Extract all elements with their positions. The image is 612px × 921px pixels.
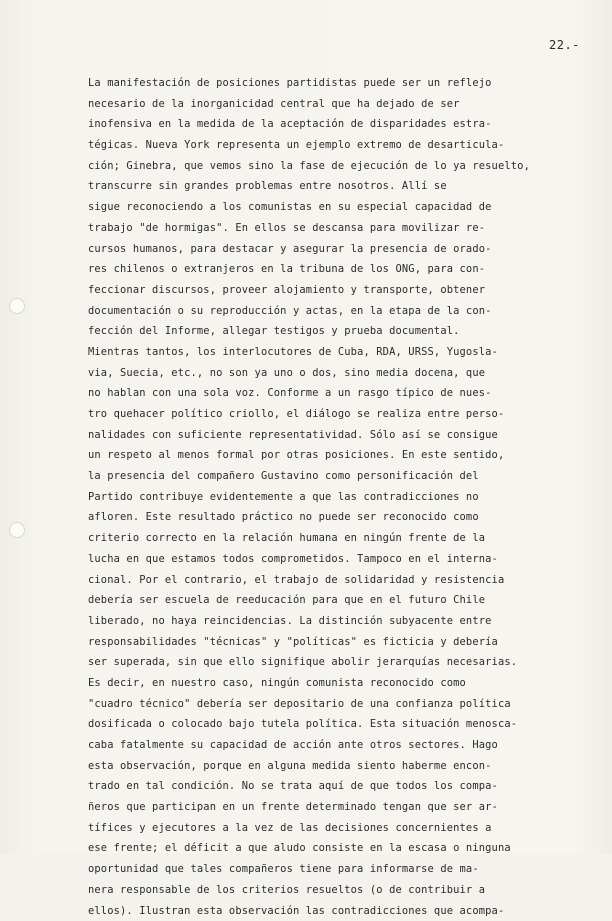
text-line: "cuadro técnico" debería ser depositario de una confianza política (88, 694, 586, 715)
text-line: dosificada o colocado bajo tutela política. Esta situación menosca- (88, 714, 586, 735)
text-line: la presencia del compañero Gustavino como personificación del (88, 466, 586, 487)
text-line: tro quehacer político criollo, el diálogo se realiza entre perso- (88, 404, 586, 425)
text-line: caba fatalmente su capacidad de acción ante otros sectores. Hago (88, 735, 586, 756)
text-line: Partido contribuye evidentemente a que las contradicciones no (88, 487, 586, 508)
text-line: trabajo "de hormigas". En ellos se descansa para movilizar re- (88, 218, 586, 239)
text-line: tégicas. Nueva York representa un ejemplo extremo de desarticula- (88, 135, 586, 156)
text-line: ción; Ginebra, que vemos sino la fase de ejecución de lo ya resuelto, (88, 156, 586, 177)
text-line: ellos). Ilustran esta observación las contradicciones que acompa- (88, 901, 586, 921)
text-line: esta observación, porque en alguna medida siento haberme encon- (88, 756, 586, 777)
text-line: criterio correcto en la relación humana en ningún frente de la (88, 528, 586, 549)
text-line: La manifestación de posiciones partidistas puede ser un reflejo (88, 73, 586, 94)
text-line: inofensiva en la medida de la aceptación de disparidades estra- (88, 114, 586, 135)
text-line: cursos humanos, para destacar y asegurar la presencia de orado- (88, 239, 586, 260)
text-line: liberado, no haya reincidencias. La distinción subyacente entre (88, 611, 586, 632)
text-line: ese frente; el déficit a que aludo consiste en la escasa o ninguna (88, 838, 586, 859)
text-line: oportunidad que tales compañeros tiene para informarse de ma- (88, 859, 586, 880)
text-line: Mientras tantos, los interlocutores de Cuba, RDA, URSS, Yugosla- (88, 342, 586, 363)
text-line: trado en tal condición. No se trata aquí de que todos los compa- (88, 776, 586, 797)
text-line: documentación o su reproducción y actas, en la etapa de la con- (88, 301, 586, 322)
text-line: nalidades con suficiente representatividad. Sólo así se consigue (88, 425, 586, 446)
text-line: via, Suecia, etc., no son ya uno o dos, sino media docena, que (88, 363, 586, 384)
text-line: responsabilidades "técnicas" y "políticas" es ficticia y debería (88, 632, 586, 653)
text-line: afloren. Este resultado práctico no puede ser reconocido como (88, 507, 586, 528)
text-line: un respeto al menos formal por otras posiciones. En este sentido, (88, 445, 586, 466)
page-number: 22.- (549, 38, 580, 52)
text-line: ser superada, sin que ello signifique abolir jerarquías necesarias. (88, 652, 586, 673)
text-line: necesario de la inorganicidad central que ha dejado de ser (88, 94, 586, 115)
text-line: res chilenos o extranjeros en la tribuna de los ONG, para con- (88, 259, 586, 280)
body-text (88, 73, 586, 921)
text-line: debería ser escuela de reeducación para que en el futuro Chile (88, 590, 586, 611)
text-line: transcurre sin grandes problemas entre nosotros. Allí se (88, 176, 586, 197)
text-line: fección del Informe, allegar testigos y prueba documental. (88, 321, 586, 342)
text-line: Es decir, en nuestro caso, ningún comunista reconocido como (88, 673, 586, 694)
punch-hole-top (9, 298, 25, 314)
text-line: ñeros que participan en un frente determinado tengan que ser ar- (88, 797, 586, 818)
text-line: lucha en que estamos todos comprometidos. Tampoco en el interna- (88, 549, 586, 570)
text-line: no hablan con una sola voz. Conforme a un rasgo típico de nues- (88, 383, 586, 404)
text-line: sigue reconociendo a los comunistas en su especial capacidad de (88, 197, 586, 218)
punch-hole-bottom (9, 522, 25, 538)
text-line: nera responsable de los criterios resueltos (o de contribuir a (88, 880, 586, 901)
text-line: feccionar discursos, proveer alojamiento y transporte, obtener (88, 280, 586, 301)
text-line: cional. Por el contrario, el trabajo de solidaridad y resistencia (88, 570, 586, 591)
text-line: tífices y ejecutores a la vez de las decisiones concernientes a (88, 818, 586, 839)
